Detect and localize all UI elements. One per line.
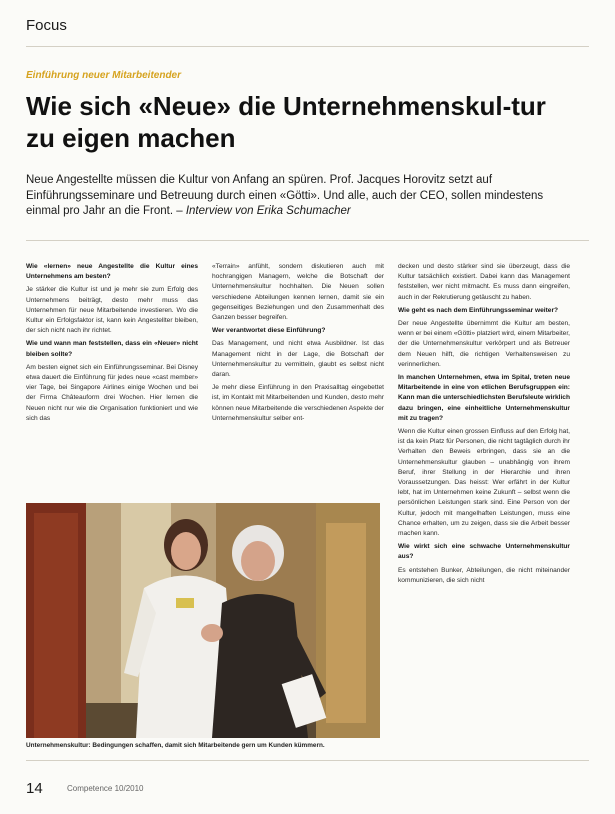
body-paragraph: «Terrain» anfühlt, sondern diskutieren auch mit hochrangigen Managern, welche die Botschaft der Unternehmenskultur hochhalten. Die Neuen sollen verschiedene Abteilungen kennen lernen, damit sie ein gegenseitiges Beziehungen und den Zusammenhalt des Ganzen besser begreifen. xyxy=(212,263,384,322)
body-paragraph: Es entstehen Bunker, Abteilungen, die nicht miteinander kommunizieren, die sich nicht xyxy=(398,566,570,584)
article-headline: Wie sich «Neue» die Unternehmenskul-tur zu eigen machen xyxy=(26,91,546,153)
interview-question: Wie wirkt sich eine schwache Unternehmenskultur aus? xyxy=(398,543,570,561)
article-photo xyxy=(26,503,380,738)
interview-question: Wie geht es nach dem Einführungsseminar weiter? xyxy=(398,306,559,314)
interview-question: Wie und wann man feststellen, dass ein «Neuer» nicht bleiben sollte? xyxy=(26,340,198,358)
lead-text: Neue Angestellte müssen die Kultur von Anfang an spüren. Prof. Jacques Horovitz setzt auf Einführungsseminare und Betreuung durch einen «Götti». Und alle, auch der CEO, sollen mindestens einmal pro Jahr an die Front. – xyxy=(26,174,544,217)
body-paragraph: Das Management, und nicht etwa Ausbildner. Ist das Management nicht in der Lage, die Botschaft der Unternehmenskultur zu vermitteln, glaubt es selbst nicht daran. xyxy=(212,340,384,379)
interview-question: Wie «lernen» neue Angestellte die Kultur eines Unternehmens am besten? xyxy=(26,263,198,281)
article-kicker: Einführung neuer Mitarbeitender xyxy=(26,70,182,81)
body-paragraph: Je stärker die Kultur ist und je mehr sie zum Erfolg des Unternehmens beiträgt, desto mehr muss das Unternehmen für neue Mitarbeitende investieren. Wo die Kultur ein Erfolgsfaktor ist, kann kein Angestellter bleiben, der sich nicht nach ihr richtet. xyxy=(26,286,198,335)
top-divider xyxy=(26,46,589,47)
publication-info: Competence 10/2010 xyxy=(67,784,144,793)
body-paragraph: decken und desto stärker sind sie überzeugt, dass die Kultur tatsächlich existiert. Dabei kann das Management feststellen, wer nicht mitmacht. Es muss dann eingreifen, auch in der Rekrutierung getäuscht zu haben. xyxy=(398,263,570,301)
lead-divider xyxy=(26,240,589,241)
interview-question: In manchen Unternehmen, etwa im Spital, treten neue Mitarbeitende in eine von etlichen Berufsgruppen ein: Kann man die unterschiedlichsten Berufsleute wirklich dazu bringen, eine einheitliche Unternehmenskultur mit zu tragen? xyxy=(398,374,570,422)
body-paragraph: Der neue Angestellte übernimmt die Kultur am besten, wenn er bei einem «Götti» platziert wird, einem Mitarbeiter, der die Unternehmenskultur verkörpert und als Betreuer dem Neuen hilft, die richtigen Verhaltensweisen zu verinnerlichen. xyxy=(398,320,570,368)
text-column-3 xyxy=(398,262,570,750)
lead-author: Interview von Erika Schumacher xyxy=(185,205,351,217)
text-column-1 xyxy=(26,262,198,474)
article-lead xyxy=(26,173,571,220)
section-label: Focus xyxy=(26,17,67,34)
footer-divider xyxy=(26,760,589,761)
photo-caption: Unternehmenskultur: Bedingungen schaffen, damit sich Mitarbeitende gern um Kunden kümmern. xyxy=(26,742,325,749)
body-paragraph: Je mehr diese Einführung in den Praxisalltag eingebettet ist, im Kontakt mit Mitarbeitenden und Kunden, desto mehr können neue Mitarbeitende die verschiedenen Aspekte der Unternehmenskultur selber ent- xyxy=(212,384,384,422)
body-paragraph: Am besten eignet sich ein Einführungsseminar. Bei Disney etwa dauert die Einführung für jedes neue «cast member» vier Tage, bei Singapore Airlines einige Wochen und bei der Firma Châteauform drei Wochen. Hier lernen die Neuen nicht nur wie die Organisation funktioniert und wie sich das xyxy=(26,363,198,422)
interview-question: Wer verantwortet diese Einführung? xyxy=(212,327,326,335)
page-number: 14 xyxy=(26,780,43,797)
text-column-2 xyxy=(212,262,384,474)
body-paragraph: Wenn die Kultur einen grossen Einfluss auf den Erfolg hat, ist da kein Platz für Personen, die nicht tagtäglich durch ihr Verhalten den Beweis erbringen, dass sie an die Unternehmenskultur glauben – unabhängig von ihrem Beruf, ihrer Stellung in der Hierarchie und ihren Voraussetzungen. Das heisst: Wer erfährt in der Kultur lebt, hat im Unternehmen keine Zukunft – selbst wenn die persönlichen Leistungen stark sind. Eine Person von der Kultur, jedoch mit mangelhaften Leistungen, muss eine Chance erhalten, um zu zeigen, dass sie die Arbeit besser machen kann. xyxy=(398,428,570,538)
